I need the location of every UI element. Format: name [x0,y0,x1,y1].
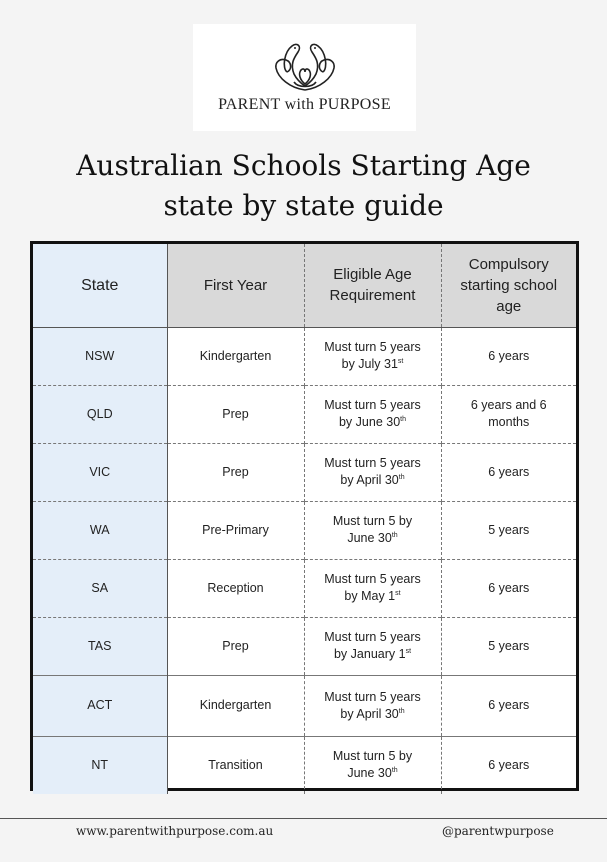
eligible-line-1: Must turn 5 by [332,514,413,528]
cell-compulsory-age: 6 years [441,675,576,736]
footer-website: www.parentwithpurpose.com.au [76,824,274,838]
cell-compulsory-age: 6 years [441,736,576,794]
cell-eligible-age [304,501,441,559]
cell-compulsory-age: 5 years [441,501,576,559]
table-row [33,559,576,617]
page-title [0,146,607,226]
cell-eligible-age [304,327,441,385]
eligible-line-1: Must turn 5 years [324,689,421,704]
eligible-line-1: Must turn 5 years [324,398,421,412]
table-row [33,443,576,501]
title-line-2: state by state guide [163,189,444,222]
cell-eligible-age [304,559,441,617]
cell-first-year: Prep [167,617,304,675]
cell-state: NT [33,736,167,794]
cell-first-year: Kindergarten [199,348,272,363]
table-row [33,501,576,559]
eligible-line-2: June 30 [347,531,392,545]
header-first-year: First Year [167,244,304,327]
cell-state: VIC [33,443,167,501]
ordinal-suffix: th [391,767,398,775]
ordinal-suffix: th [398,707,405,715]
cell-compulsory-age: 5 years [441,617,576,675]
cell-first-year: Prep [167,385,304,443]
ordinal-suffix: th [400,415,406,423]
table-row [33,327,576,385]
table-row [33,617,576,675]
eligible-line-2: by April 30 [340,473,399,487]
eligible-line-1: Must turn 5 years [324,572,421,586]
cell-eligible-age [304,617,441,675]
cell-compulsory-age: 6 years [441,327,576,385]
cell-compulsory-age: 6 years [441,443,576,501]
cell-first-year: Pre-Primary [167,501,304,559]
eligible-line-2: by April 30 [340,706,399,721]
ordinal-suffix: st [405,647,412,655]
cell-eligible-age [304,443,441,501]
header-state: State [33,244,167,327]
table-row [33,385,576,443]
title-line-1: Australian Schools Starting Age [76,149,531,182]
eligible-line-2: by May 1 [344,589,396,603]
ordinal-suffix: th [398,473,405,481]
cell-state: WA [33,501,167,559]
brand-name: PARENT with PURPOSE [218,96,391,113]
starting-age-table [30,241,579,791]
cell-compulsory-age: 6 years and 6 months [441,385,576,443]
cell-first-year: Kindergarten [167,675,304,736]
cell-first-year: Prep [167,443,304,501]
eligible-line-2: June 30 [347,766,392,781]
cell-eligible-age [304,736,441,794]
cell-eligible-age [304,675,441,736]
header-eligible-age: Eligible Age Requirement [304,244,441,327]
table-header-row [33,244,576,327]
cell-eligible-age [304,385,441,443]
eligible-line-1: Must turn 5 years [324,340,421,354]
cell-state: SA [33,559,167,617]
ordinal-suffix: th [391,531,398,539]
footer-divider [0,818,607,819]
eligible-line-2: by June 30 [338,415,401,429]
table-row [33,675,576,736]
cell-first-year: Reception [167,559,304,617]
cell-compulsory-age: 6 years [441,559,576,617]
eligible-line-1: Must turn 5 years [324,630,421,644]
ordinal-suffix: st [395,589,401,597]
cell-state: TAS [33,617,167,675]
table-row [33,736,576,794]
logo [193,24,416,131]
ordinal-suffix: st [397,357,404,365]
swan-heart-icon [270,38,340,94]
eligible-line-2: by January 1 [333,647,406,661]
eligible-line-2: by July 31 [341,357,398,371]
eligible-line-1: Must turn 5 by [332,749,413,764]
eligible-line-1: Must turn 5 years [324,456,421,470]
cell-state: NSW [33,327,167,385]
header-compulsory-age: Compulsory starting school age [441,244,576,327]
cell-first-year: Transition [167,736,304,794]
cell-state: ACT [33,675,167,736]
cell-state: QLD [33,385,167,443]
footer-handle: @parentwpurpose [442,824,554,838]
